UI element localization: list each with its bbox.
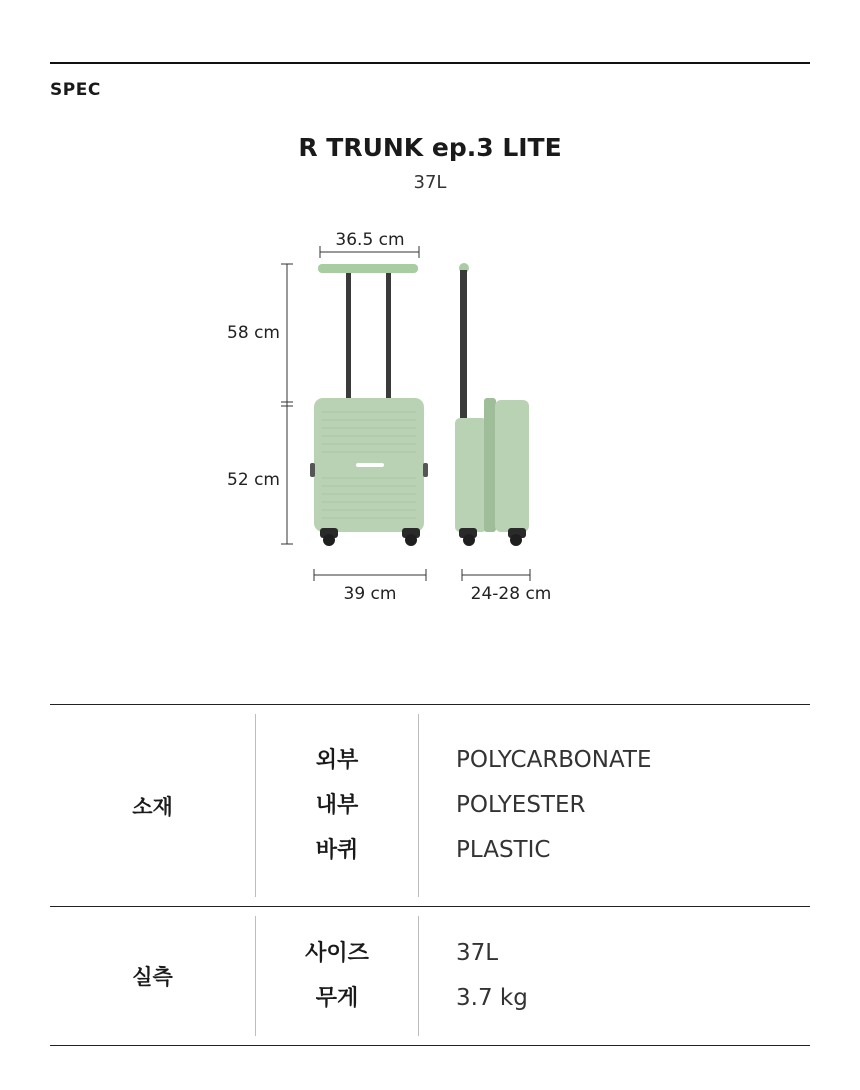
category-measurements: 실측 xyxy=(132,965,173,989)
table-row-measurements xyxy=(50,907,810,1046)
body-height-label: 52 cm xyxy=(227,470,280,490)
spec-value-wheels: PLASTIC xyxy=(456,837,551,863)
handle-height-label: 58 cm xyxy=(227,323,280,343)
spec-value-weight: 3.7 kg xyxy=(456,985,528,1011)
side-handle-left xyxy=(310,463,315,477)
section-label: SPEC xyxy=(50,80,101,100)
measurement-values xyxy=(418,916,810,1036)
spec-table xyxy=(50,704,810,1046)
wheel-icon xyxy=(323,534,335,546)
wheel-icon xyxy=(463,534,475,546)
spec-label-weight: 무게 xyxy=(315,986,359,1011)
suitcase-side-view xyxy=(455,263,529,546)
spec-label-interior: 내부 xyxy=(315,793,359,818)
logo-plate xyxy=(356,463,384,467)
suitcase-front-view xyxy=(310,264,428,546)
material-labels xyxy=(255,714,418,897)
expansion-zipper xyxy=(484,398,496,532)
spec-value-size: 37L xyxy=(456,940,499,966)
spec-label-size: 사이즈 xyxy=(305,941,369,966)
spec-value-exterior: POLYCARBONATE xyxy=(456,747,652,773)
wheel-icon xyxy=(405,534,417,546)
side-handle-rod xyxy=(460,270,467,418)
table-row-material xyxy=(50,705,810,907)
depth-label: 24-28 cm xyxy=(470,584,552,604)
handle-rod-right xyxy=(386,273,391,399)
material-values xyxy=(418,714,810,897)
spec-label-exterior: 외부 xyxy=(315,748,359,773)
handle-width-label: 36.5 cm xyxy=(335,230,405,250)
spec-label-wheels: 바퀴 xyxy=(315,838,359,863)
width-label: 39 cm xyxy=(343,584,397,604)
product-name: R TRUNK ep.3 LITE xyxy=(298,133,562,162)
telescopic-handle-grip xyxy=(318,264,418,273)
category-material: 소재 xyxy=(132,794,173,819)
spec-value-interior: POLYESTER xyxy=(456,792,586,818)
product-volume: 37L xyxy=(413,172,447,193)
handle-rod-left xyxy=(346,273,351,399)
wheel-icon xyxy=(510,534,522,546)
measurement-labels xyxy=(255,916,418,1036)
side-handle-right xyxy=(423,463,428,477)
